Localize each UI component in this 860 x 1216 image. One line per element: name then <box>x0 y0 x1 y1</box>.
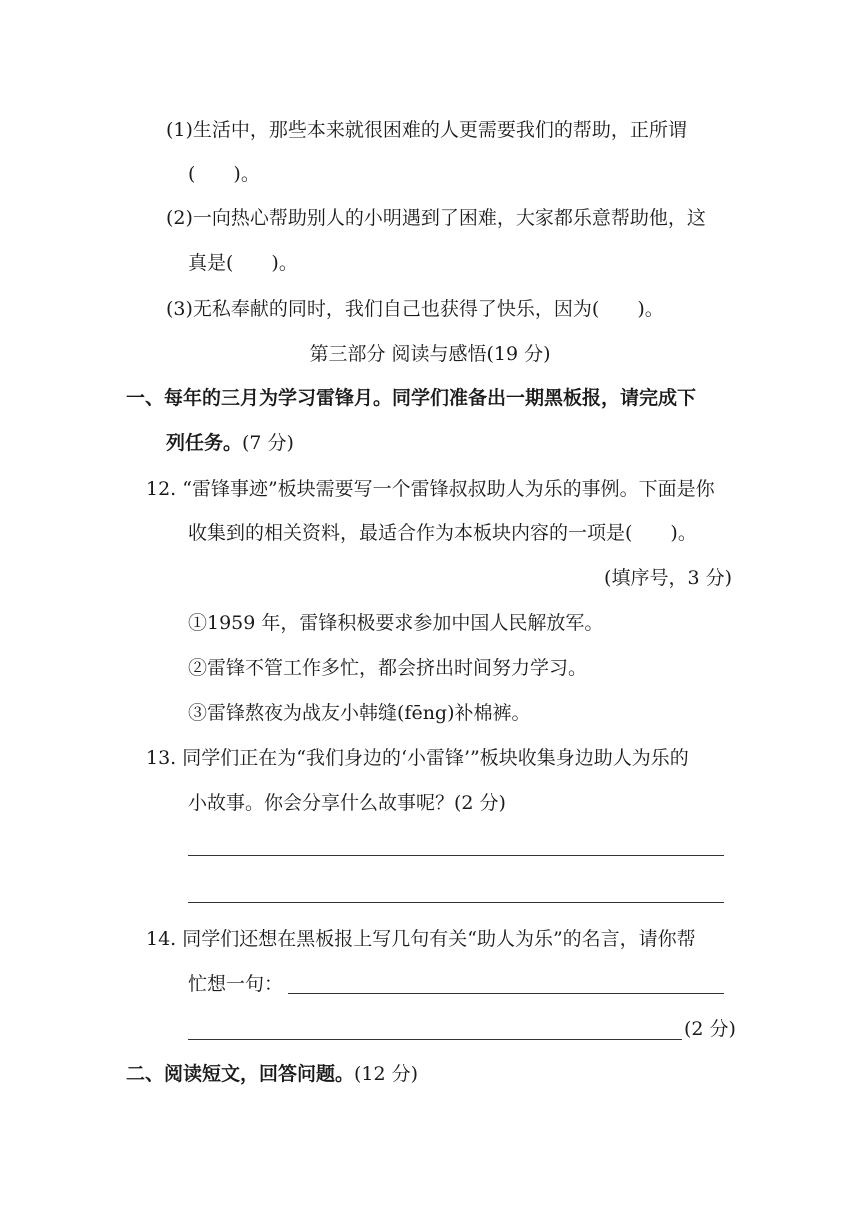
task-1-score: (7 分) <box>242 432 294 454</box>
q12-line-1: 12. “雷锋事迹”板块需要写一个雷锋叔叔助人为乐的事例。下面是你 <box>146 478 715 500</box>
q12-option-3: ③雷锋熬夜为战友小韩缝(fēng)补棉裤。 <box>188 702 531 724</box>
q13-answer-line-1[interactable] <box>188 855 724 856</box>
q12-note: (填序号，3 分) <box>604 567 732 589</box>
q14-score: (2 分) <box>684 1018 736 1040</box>
item-3-line-1: (3)无私奉献的同时，我们自己也获得了快乐，因为( )。 <box>166 298 664 320</box>
q14-line-1: 14. 同学们还想在黑板报上写几句有关“助人为乐”的名言，请你帮 <box>146 928 696 950</box>
q13-line-1: 13. 同学们正在为“我们身边的‘小雷锋’”板块收集身边助人为乐的 <box>146 747 689 769</box>
section-title: 第三部分 阅读与感悟(19 分) <box>309 343 551 365</box>
task-1-line-1: 一、每年的三月为学习雷锋月。同学们准备出一期黑板报，请完成下 <box>126 387 697 409</box>
task-2-title: 二、阅读短文，回答问题。 <box>126 1063 355 1085</box>
task-1-text: 列任务。 <box>166 432 243 454</box>
q13-answer-line-2[interactable] <box>188 902 724 903</box>
item-1-line-2: ( )。 <box>188 163 260 185</box>
q13-line-2: 小故事。你会分享什么故事呢？(2 分) <box>188 792 506 814</box>
item-1-line-1: (1)生活中，那些本来就很困难的人更需要我们的帮助，正所谓 <box>166 119 687 141</box>
q12-option-1: ①1959 年，雷锋积极要求参加中国人民解放军。 <box>188 612 604 634</box>
q12-line-2: 收集到的相关资料，最适合作为本板块内容的一项是( )。 <box>188 522 697 544</box>
q14-answer-line-1[interactable] <box>288 993 724 994</box>
item-2-line-1: (2)一向热心帮助别人的小明遇到了困难，大家都乐意帮助他，这 <box>166 207 706 229</box>
item-2-line-2: 真是( )。 <box>188 252 298 274</box>
task-2-score: (12 分) <box>354 1063 419 1085</box>
q14-line-2-prefix: 忙想一句： <box>188 973 284 995</box>
task-1-line-2 <box>166 431 294 455</box>
q12-option-2: ②雷锋不管工作多忙，都会挤出时间努力学习。 <box>188 657 588 679</box>
q14-answer-line-2[interactable] <box>188 1039 682 1040</box>
task-2-heading <box>126 1062 418 1086</box>
